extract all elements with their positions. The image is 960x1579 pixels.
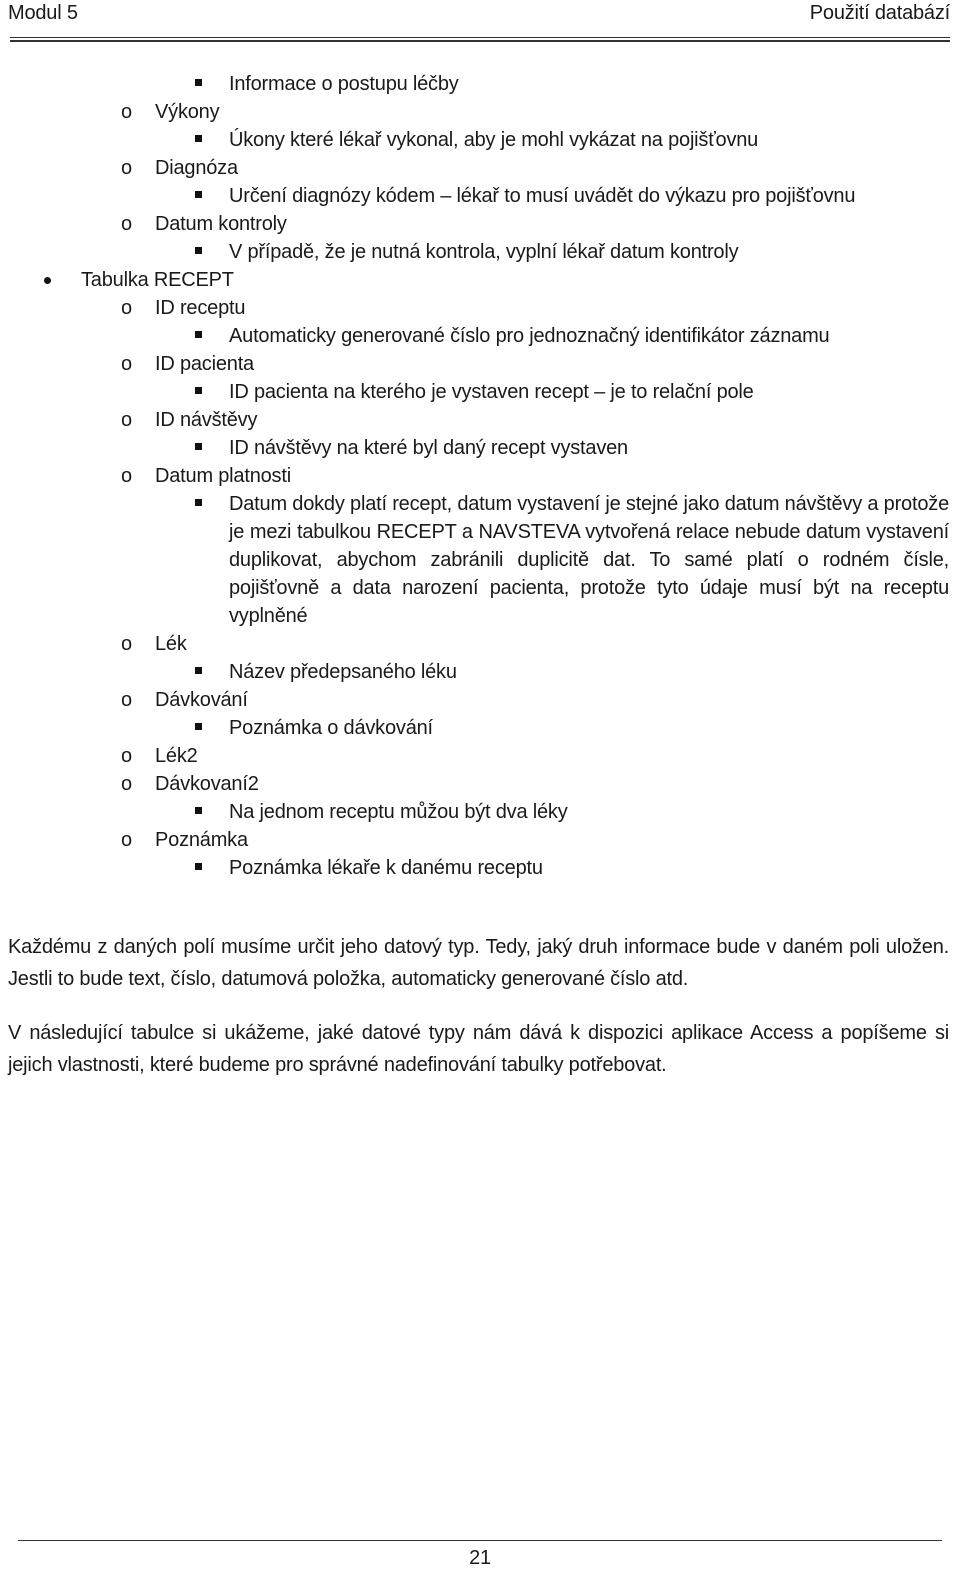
outline-item-text: ID receptu [155,297,246,319]
square-bullet-icon [195,443,202,450]
outline-item-level-3 [0,322,960,350]
outline-item-text: Dávkovaní2 [155,773,259,795]
outline-item-multiline [0,490,960,630]
outline-item-level-2 [0,686,960,714]
outline-item-text: Tabulka RECEPT [81,269,234,291]
square-bullet-icon [195,863,202,870]
circle-bullet-icon: o [121,213,132,235]
square-bullet-icon [195,499,202,506]
outline-item-text: ID návštěvy [155,409,258,431]
outline-item-text: ID pacienta na kterého je vystaven recept – je to relační pole [229,381,754,403]
outline-item-level-2 [0,462,960,490]
outline-item-text: Název předepsaného léku [229,661,457,683]
outline-item-level-2 [0,210,960,238]
outline-item-text: Informace o postupu léčby [229,73,459,95]
outline-item-text: Poznámka o dávkování [229,717,433,739]
outline-item-level-3 [0,378,960,406]
circle-bullet-icon: o [121,689,132,711]
outline-item-text: V případě, že je nutná kontrola, vyplní lékař datum kontroly [229,241,739,263]
square-bullet-icon [195,667,202,674]
outline-item-text: Poznámka [155,829,248,851]
outline-item-level-3 [0,126,960,154]
outline-item-level-2 [0,770,960,798]
circle-bullet-icon: o [121,353,132,375]
page-number: 21 [469,1547,491,1569]
square-bullet-icon [195,79,202,86]
outline-item-level-3 [0,182,960,210]
outline-item-text: ID návštěvy na které byl daný recept vystaven [229,437,628,459]
outline-item-text: Poznámka lékaře k danému receptu [229,857,543,879]
outline-item-level-3 [0,798,960,826]
outline-item-text: ID pacienta [155,353,254,375]
outline-item-level-2 [0,826,960,854]
outline-item-text: Lék2 [155,745,198,767]
outline-item-text: Automaticky generované číslo pro jednoznačný identifikátor záznamu [229,325,830,347]
square-bullet-icon [195,807,202,814]
circle-bullet-icon: o [121,745,132,767]
circle-bullet-icon: o [121,409,132,431]
outline-item-text: Datum dokdy platí recept, datum vystavení je stejné jako datum návštěvy a protože je mezi tabulkou RECEPT a NAVSTEVA vytvořená relace nebude datum vystavení duplikovat, abychom zabránili duplicitě dat. To samé platí o rodném čísle, pojišťovně a data narození pacienta, protože tyto údaje musí být na receptu vyplněné [229,493,949,627]
circle-bullet-icon: o [121,101,132,123]
outline-item-level-3 [0,70,960,98]
circle-bullet-icon: o [121,829,132,851]
outline-list [0,70,960,882]
outline-item-level-3 [0,714,960,742]
square-bullet-icon [195,331,202,338]
outline-item-text: Diagnóza [155,157,238,179]
outline-item-level-2 [0,294,960,322]
outline-item-text: Úkony které lékař vykonal, aby je mohl vykázat na pojišťovnu [229,129,759,151]
outline-item-level-2 [0,98,960,126]
outline-item-level-2 [0,406,960,434]
circle-bullet-icon: o [121,297,132,319]
round-bullet-icon [44,277,51,284]
outline-item-text: Dávkování [155,689,248,711]
header-module: Modul 5 [8,2,78,24]
outline-item-text: Lék [155,633,187,655]
circle-bullet-icon: o [121,633,132,655]
outline-item-level-2 [0,154,960,182]
outline-item-level-3 [0,854,960,882]
paragraph-data-types: Každému z daných polí musíme určit jeho datový typ. Tedy, jaký druh informace bude v daném poli uložen. Jestli to bude text, číslo, datumová položka, automaticky generované číslo atd. [8,936,949,990]
square-bullet-icon [195,191,202,198]
outline-item-level-1 [0,266,960,294]
paragraph-access-table: V následující tabulce si ukážeme, jaké datové typy nám dává k dispozici aplikace Access a popíšeme si jejich vlastnosti, které budeme pro správné nadefinování tabulky potřebovat. [8,1022,949,1076]
outline-item-level-2 [0,742,960,770]
header-title: Použití databází [809,2,950,24]
outline-item-text: Výkony [155,101,220,123]
outline-item-level-2 [0,630,960,658]
outline-item-level-3 [0,434,960,462]
outline-item-level-3 [0,658,960,686]
outline-item-text: Datum kontroly [155,213,287,235]
header-rule [10,37,950,38]
circle-bullet-icon: o [121,465,132,487]
square-bullet-icon [195,135,202,142]
circle-bullet-icon: o [121,157,132,179]
outline-item-text: Datum platnosti [155,465,291,487]
footer-rule [18,1540,942,1541]
outline-item-level-2 [0,350,960,378]
outline-item-text: Na jednom receptu můžou být dva léky [229,801,568,823]
square-bullet-icon [195,387,202,394]
header-rule-thick [10,40,950,42]
circle-bullet-icon: o [121,773,132,795]
outline-item-level-3 [0,238,960,266]
square-bullet-icon [195,247,202,254]
square-bullet-icon [195,723,202,730]
outline-item-text: Určení diagnózy kódem – lékař to musí uvádět do výkazu pro pojišťovnu [229,185,856,207]
